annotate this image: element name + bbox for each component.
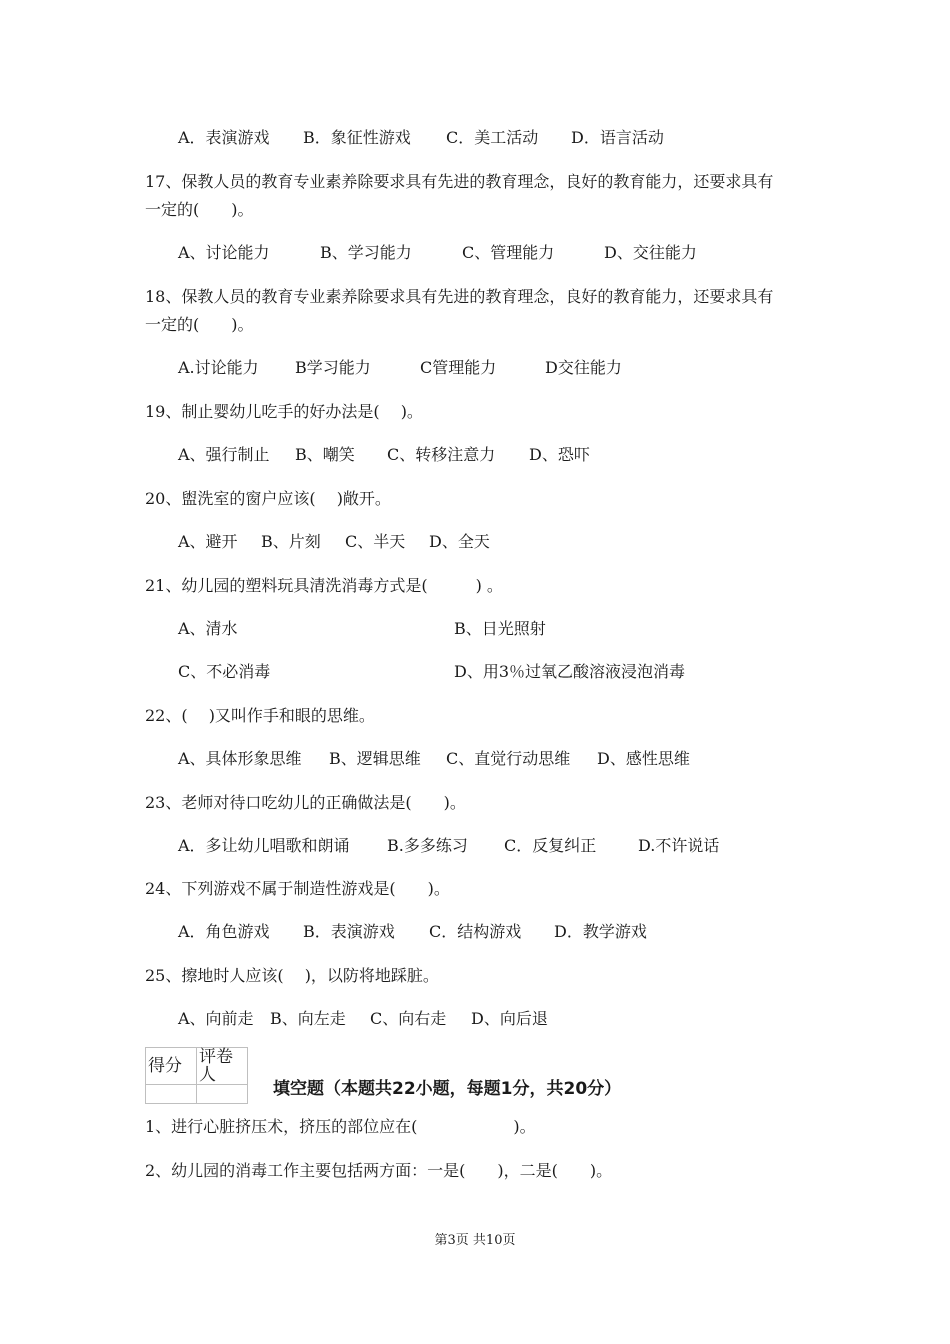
q17-option-b: B、学习能力 — [320, 243, 412, 262]
q16-option-b: B．象征性游戏 — [303, 128, 411, 147]
q25-option-b: B、向左走 — [270, 1009, 346, 1028]
q21-option-c: C、不必消毒 — [178, 662, 271, 681]
q16-option-c: C．美工活动 — [446, 128, 539, 147]
q17-option-d: D、交往能力 — [604, 243, 697, 262]
q24-option-d: D．教学游戏 — [554, 922, 647, 941]
q21-option-d: D、用3％过氧乙酸溶液浸泡消毒 — [454, 662, 686, 681]
q25-option-d: D、向后退 — [471, 1009, 548, 1028]
q24-option-a: A．角色游戏 — [178, 922, 270, 941]
q20-option-c: C、半天 — [345, 532, 406, 551]
q25-option-c: C、向右走 — [370, 1009, 447, 1028]
q18-option-a: A.讨论能力 — [178, 358, 259, 377]
q21-option-b: B、日光照射 — [454, 619, 546, 638]
q20-option-a: A、避开 — [178, 532, 238, 551]
q24-text: 24、下列游戏不属于制造性游戏是( )。 — [145, 879, 450, 898]
score-cell — [146, 1085, 197, 1104]
grader-header: 评卷人 — [197, 1048, 248, 1085]
q20-option-d: D、全天 — [429, 532, 490, 551]
q17-text-line1: 17、保教人员的教育专业素养除要求具有先进的教育理念，良好的教育能力，还要求具有 — [145, 172, 774, 191]
q18-option-d: D交往能力 — [545, 358, 622, 377]
q22-option-d: D、感性思维 — [597, 749, 690, 768]
q16-option-d: D．语言活动 — [571, 128, 664, 147]
q23-text: 23、老师对待口吃幼儿的正确做法是( )。 — [145, 793, 466, 812]
section-title: 填空题（本题共22小题，每题1分，共20分） — [273, 1079, 622, 1099]
q17-text-line2: 一定的( )。 — [145, 200, 254, 219]
q24-option-b: B．表演游戏 — [303, 922, 395, 941]
q20-option-b: B、片刻 — [261, 532, 321, 551]
q25-option-a: A、向前走 — [178, 1009, 254, 1028]
q19-option-a: A、强行制止 — [178, 445, 270, 464]
q18-option-b: B学习能力 — [295, 358, 371, 377]
q19-option-c: C、转移注意力 — [387, 445, 496, 464]
q25-text: 25、擦地时人应该( )，以防将地踩脏。 — [145, 966, 439, 985]
page-footer: 第3页 共10页 — [434, 1233, 516, 1248]
q18-text-line2: 一定的( )。 — [145, 315, 254, 334]
q22-option-c: C、直觉行动思维 — [446, 749, 571, 768]
q20-text: 20、盥洗室的窗户应该( )敞开。 — [145, 489, 391, 508]
q21-text: 21、幼儿园的塑料玩具清洗消毒方式是( ) 。 — [145, 576, 503, 595]
q19-option-b: B、嘲笑 — [295, 445, 355, 464]
q17-option-c: C、管理能力 — [462, 243, 555, 262]
score-header: 得分 — [146, 1048, 197, 1085]
q22-option-a: A、具体形象思维 — [178, 749, 302, 768]
score-table — [145, 1047, 248, 1104]
q24-option-c: C．结构游戏 — [429, 922, 522, 941]
q16-option-a: A．表演游戏 — [178, 128, 270, 147]
q23-option-a: A．多让幼儿唱歌和朗诵 — [178, 836, 350, 855]
grader-cell — [197, 1085, 248, 1104]
fill-question-2: 2、幼儿园的消毒工作主要包括两方面：一是( )，二是( )。 — [145, 1161, 613, 1180]
q22-text: 22、( )又叫作手和眼的思维。 — [145, 706, 375, 725]
q23-option-c: C．反复纠正 — [504, 836, 597, 855]
q17-option-a: A、讨论能力 — [178, 243, 270, 262]
q21-option-a: A、清水 — [178, 619, 238, 638]
fill-question-1: 1、进行心脏挤压术，挤压的部位应在( )。 — [145, 1117, 536, 1136]
q19-text: 19、制止婴幼儿吃手的好办法是( )。 — [145, 402, 423, 421]
q19-option-d: D、恐吓 — [529, 445, 590, 464]
q23-option-b: B.多多练习 — [387, 836, 468, 855]
q18-option-c: C管理能力 — [420, 358, 497, 377]
q22-option-b: B、逻辑思维 — [329, 749, 421, 768]
q23-option-d: D.不许说话 — [638, 836, 720, 855]
q18-text-line1: 18、保教人员的教育专业素养除要求具有先进的教育理念，良好的教育能力，还要求具有 — [145, 287, 774, 306]
